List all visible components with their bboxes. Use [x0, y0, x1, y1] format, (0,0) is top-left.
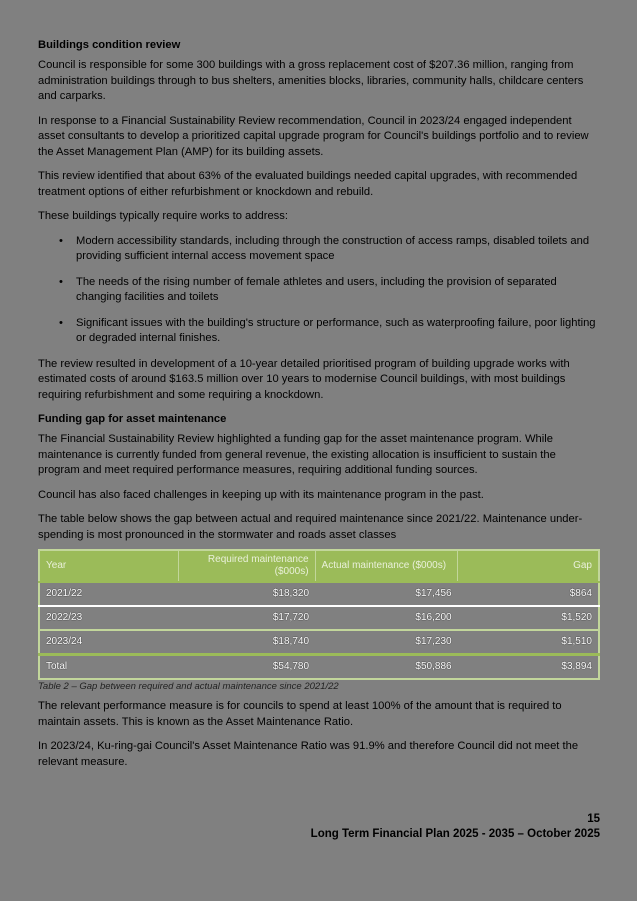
section-heading-buildings-condition: Buildings condition review [38, 39, 181, 51]
column-header-required: Required maintenance ($000s) [178, 550, 315, 582]
list-item-text: Significant issues with the building's structure or performance, such as waterproofing failure, poor lighting or degraded internal finishes. [76, 316, 596, 344]
cell-required: $54,780 [178, 655, 315, 680]
cell-gap: $1,520 [458, 606, 599, 630]
table-header-row [39, 550, 599, 582]
paragraph: In response to a Financial Sustainability Review recommendation, Council in 2023/24 engaged independent asset consultants to develop a prioritized capital upgrade program for Council's buildings portfolio and to review the Asset Management Plan (AMP) for its building assets. [38, 114, 589, 158]
list-item [59, 234, 600, 265]
cell-year: 2023/24 [39, 630, 178, 655]
cell-gap: $1,510 [458, 630, 599, 655]
page-footer [311, 812, 600, 842]
page-number: 15 [587, 813, 600, 825]
section-heading-funding-gap: Funding gap for asset maintenance [38, 413, 227, 425]
list-item [59, 275, 600, 306]
table-total-row [39, 655, 599, 680]
paragraph: Council has also faced challenges in keeping up with its maintenance program in the past. [38, 488, 484, 501]
column-header-gap: Gap [458, 550, 599, 582]
column-header-year: Year [39, 550, 178, 582]
cell-year: 2021/22 [39, 582, 178, 606]
paragraph: The relevant performance measure is for councils to spend at least 100% of the amount that is required to maintain assets. This is known as the Asset Maintenance Ratio. [38, 700, 562, 728]
cell-year: 2022/23 [39, 606, 178, 630]
list-item [59, 316, 600, 347]
table-row [39, 582, 599, 606]
paragraph: The Financial Sustainability Review highlighted a funding gap for the asset maintenance program. While maintenance is currently funded from general revenue, the existing allocation is insufficient to sustain the program and meet required performance measures, requiring additional funding sources. [38, 433, 556, 476]
cell-actual: $17,230 [315, 630, 458, 655]
works-bullet-list [38, 234, 600, 347]
document-title: Long Term Financial Plan 2025 - 2035 – October 2025 [310, 828, 600, 840]
column-header-actual: Actual maintenance ($000s) [315, 550, 458, 582]
paragraph: The review resulted in development of a 10-year detailed prioritised program of building upgrade works with estimated costs of around $163.5 million over 10 years to modernise Council buildings, with most buildings requiring refurbishment and some requiring a knockdown. [38, 357, 570, 401]
paragraph: This review identified that about 63% of the evaluated buildings needed capital upgrades, with recommended treatment options of either refurbishment or knockdown and rebuild. [38, 170, 578, 198]
cell-required: $17,720 [178, 606, 315, 630]
bullet-icon: • [59, 234, 63, 247]
table-caption: Table 2 – Gap between required and actual maintenance since 2021/22 [38, 681, 339, 692]
cell-gap: $3,894 [458, 655, 599, 680]
cell-year: Total [39, 655, 178, 680]
maintenance-gap-table [38, 549, 600, 680]
paragraph: Council is responsible for some 300 buildings with a gross replacement cost of $207.36 million, ranging from administration buildings through to bus shelters, amenities blocks, libraries, community halls, childcare centers and carparks. [38, 59, 584, 102]
cell-required: $18,740 [178, 630, 315, 655]
cell-actual: $17,456 [315, 582, 458, 606]
paragraph: In 2023/24, Ku-ring-gai Council's Asset Maintenance Ratio was 91.9% and therefore Council did not meet the relevant measure. [38, 740, 579, 768]
cell-required: $18,320 [178, 582, 315, 606]
bullet-icon: • [59, 316, 63, 329]
bullet-icon: • [59, 275, 63, 288]
list-item-text: The needs of the rising number of female athletes and users, including the provision of separated changing facilities and toilets [76, 275, 557, 303]
paragraph: The table below shows the gap between actual and required maintenance since 2021/22. Maintenance under-spending is most pronounced in the stormwater and roads asset classes [38, 513, 583, 541]
cell-actual: $16,200 [315, 606, 458, 630]
cell-actual: $50,886 [315, 655, 458, 680]
table-row [39, 606, 599, 630]
cell-gap: $864 [458, 582, 599, 606]
list-item-text: Modern accessibility standards, including through the construction of access ramps, disabled toilets and providing sufficient internal access movement space [76, 234, 590, 262]
table-row [39, 630, 599, 655]
document-page [38, 38, 600, 779]
paragraph: These buildings typically require works to address: [38, 210, 288, 222]
